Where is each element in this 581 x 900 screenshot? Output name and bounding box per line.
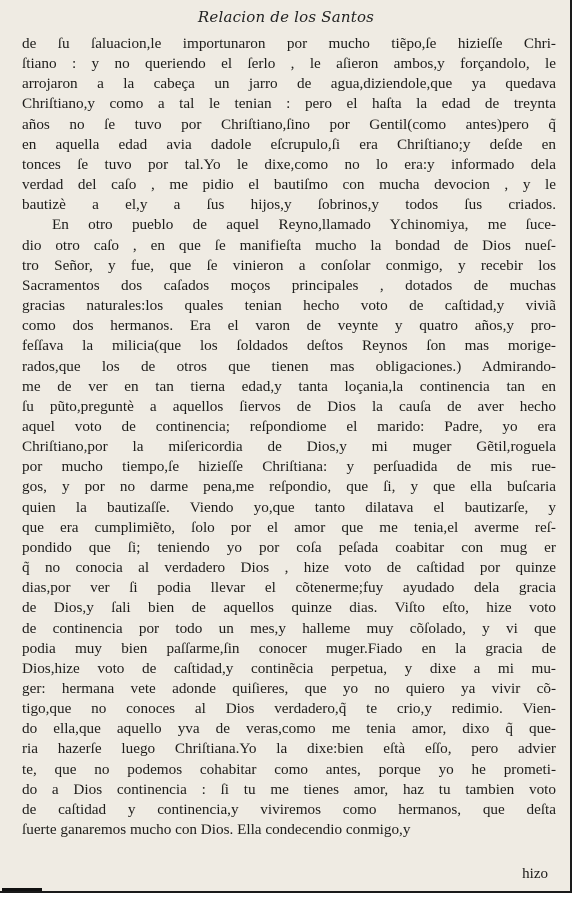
text-line: tigo,que no conoces al Dios verdadero,q̃ te crio,y redimio. Vien- — [22, 700, 556, 718]
text-line: dio otro caſo , en que ſe manifieſta mucho la bondad de Dios nueſ- — [22, 236, 556, 254]
running-head: Relacion de los Santos — [197, 8, 375, 26]
text-line: como dos hermanos. Era el varon de veynte y quatro años,y pro- — [22, 317, 556, 335]
text-line: Chriſtiano,y como a tal le tenian : pero el haſta la edad de treynta — [22, 95, 556, 113]
text-line: Dios,hize voto de caſtidad,y continẽcia perpetua, y dixe a mi mu- — [22, 659, 556, 677]
text-line: feſſava la milicia(que los ſoldados deſtos Reynos ſon mas morige- — [22, 337, 556, 355]
text-line: de continencia por todo un mes,y halleme muy cõſolado, y vi que — [22, 619, 556, 637]
text-line: arrojaron a la cabeça un jarro de agua,diziendole,que ya quedava — [22, 75, 556, 93]
text-line: q̃ no conocia al verdadero Dios , hize voto de caſtidad por quinze — [22, 559, 556, 577]
text-line: ſu pũto,preguntè a aquellos ſiervos de Dios la cauſa de aver hecho — [22, 397, 556, 415]
text-line: me de ver en tan tierna edad,y tanta loçania,la continencia tan en — [22, 377, 556, 395]
text-line: ſuerte ganaremos mucho con Dios. Ella condecendio conmigo,y — [22, 821, 411, 839]
text-line: gracias naturales:los quales tenian hecho voto de caſtidad,y viviã — [22, 297, 556, 315]
text-line: Sacramentos dos caſados moços principales , dotados de muchas — [22, 276, 556, 294]
text-line: ger: hermana vete adonde quiſieres, que yo no quiero ya vivir cõ- — [22, 680, 556, 697]
text-line: te, que no podemos cohabitar como antes, porque yo he prometi- — [22, 760, 556, 778]
text-line: años no ſe tuvo por Chriſtiano,ſino por Gentil(como antes)pero q̃ — [22, 115, 556, 133]
text-line: dias,por ver ſi podia llevar el cõtenerme;fuy ayudado dela gracia — [22, 579, 556, 597]
text-line: aquel voto de continencia; reſpondiome el marido: Padre, yo era — [22, 417, 556, 435]
text-line: verdad del caſo , me pidio el bautiſmo con mucha devocion , y le — [22, 176, 556, 194]
text-line: do ella,que aquello yva de veras,como me tenia amor, dixo q̃ que- — [22, 720, 556, 738]
text-line: gos, y por no darme pena,me reſpondio, que ſi, y que ella buſcaria — [22, 478, 556, 496]
text-line: rados,que los de otros que tienen mas obligaciones.) Admirando- — [22, 357, 556, 375]
text-line: que era cumplimiẽto, ſolo por el amor que me tenia,el averme reſ- — [22, 518, 556, 536]
text-line: bautizè a el,y a ſus hijos,y ſobrinos,y todos ſus criados. — [22, 196, 556, 214]
text-line: Chriſtiano,por la miſericordia de Dios,y mi muger Gẽtil,roguela — [22, 438, 556, 456]
text-line: podia muy bien paſſarme,ſin conocer muger.Fiado en la gracia de — [22, 639, 556, 657]
text-line: de Dios,y ſali bien de aquellos quinze dias. Viſto eſto, hize voto — [22, 599, 556, 617]
text-line: en aquella edad avia dadole eſcrupulo,ſi era Chriſtiano;y deſde en — [22, 135, 556, 153]
text-line: quien la bautizaſſe. Viendo yo,que tanto dilatava el bautizarſe, y — [22, 498, 556, 516]
text-line: En otro pueblo de aquel Reyno,llamado Ychinomiya, me ſuce- — [52, 216, 556, 234]
text-line: do a Dios continencia : ſi tu me tienes amor, haz tu tambien voto — [22, 780, 556, 798]
text-line: de caſtidad y continencia,y viviremos como hermanos, que deſta — [22, 800, 556, 818]
scan-edge-mark — [2, 888, 42, 891]
text-line: pondido que ſi; teniendo yo por coſa peſada coabitar con mug er — [22, 538, 556, 556]
catchword: hizo — [522, 866, 548, 882]
body-text — [22, 34, 556, 840]
text-line: por mucho tiempo,ſe hizieſſe Chriſtiana: y perſuadida de mis rue- — [22, 458, 556, 476]
text-line: tonces ſe tuvo por tal.Yo le dixe,como no lo era:y informado dela — [22, 155, 556, 173]
text-line: de ſu ſaluacion,le importunaron por mucho tiẽpo,ſe hizieſſe Chri- — [22, 35, 556, 52]
text-line: ſtiano : y no queriendo el ſerlo , le aſieron ambos,y forçandolo, le — [22, 55, 556, 73]
text-line: tro Señor, y fue, que ſe vinieron a conſolar conmigo, y recebir los — [22, 256, 556, 274]
text-line: ria hazerſe luego Chriſtiana.Yo la dixe:bien eſtà eſſo, pero advier — [22, 740, 556, 758]
